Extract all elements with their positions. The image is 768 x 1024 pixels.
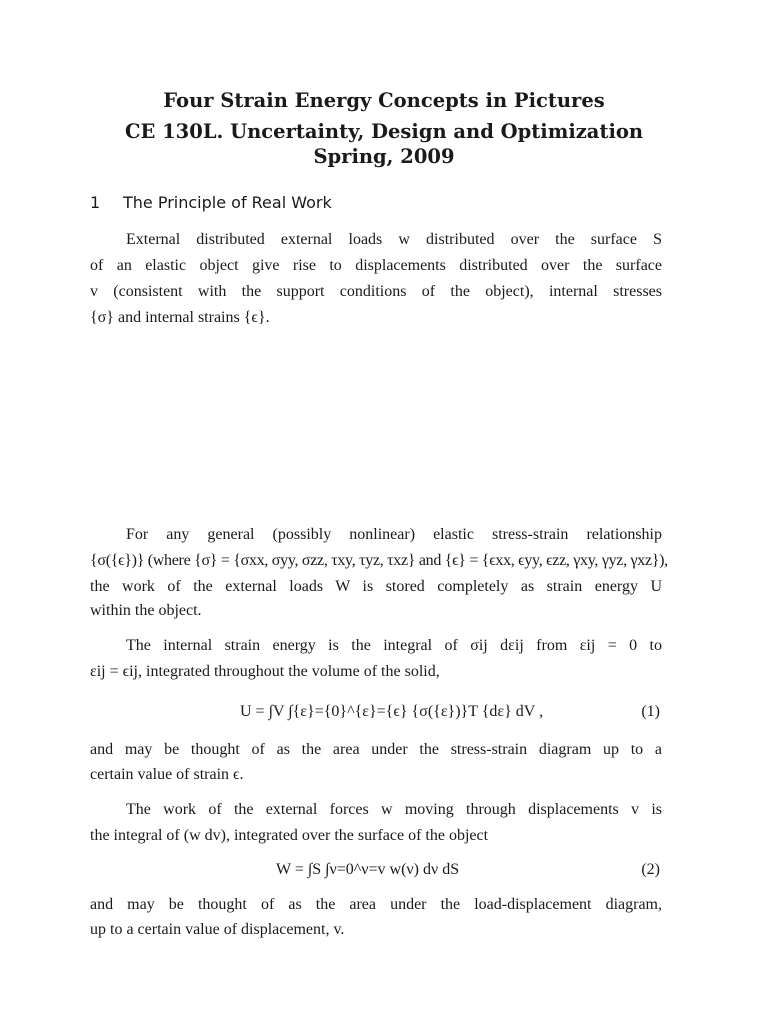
p4-line-2: certain value of strain ϵ. (90, 766, 244, 783)
p2-line-4: within the object. (90, 602, 202, 619)
equation-2-number: (2) (641, 861, 660, 878)
equation-1-number: (1) (641, 703, 660, 720)
p6-line-1: and may be thought of as the area under the load-displacement diagram, (90, 896, 662, 913)
equation-1: U = ∫V ∫{ε}={0}^{ε}={ϵ} {σ({ε})}T {dε} dV , (240, 703, 544, 720)
section-title: The Principle of Real Work (123, 193, 332, 212)
p5-line-1: The work of the external forces w moving through displacements v is (126, 801, 662, 818)
equation-2: W = ∫S ∫ν=0^ν=v w(ν) dν dS (276, 861, 460, 878)
title-line-2: CE 130L. Uncertainty, Design and Optimization (124, 120, 644, 143)
p3-line-1: The internal strain energy is the integral of σij dεij from εij = 0 to (126, 637, 662, 654)
p1-line-4: {σ} and internal strains {ϵ}. (90, 309, 270, 326)
section-heading (90, 190, 332, 216)
p3-line-2: εij = ϵij, integrated throughout the volume of the solid, (90, 663, 440, 680)
p4-line-1: and may be thought of as the area under the stress-strain diagram up to a (90, 741, 662, 758)
p1-line-3: v (consistent with the support conditions of the object), internal stresses (90, 283, 662, 300)
p2-line-3: the work of the external loads W is stored completely as strain energy U (90, 578, 662, 595)
p5-line-2: the integral of (w dv), integrated over the surface of the object (90, 827, 489, 844)
title-line-1: Four Strain Energy Concepts in Pictures (163, 89, 605, 112)
p1-line-1: External distributed external loads w distributed over the surface S (126, 231, 662, 248)
p1-line-2: of an elastic object give rise to displacements distributed over the surface (90, 257, 662, 274)
p6-line-2: up to a certain value of displacement, v. (90, 921, 345, 938)
title-line-3: Spring, 2009 (313, 145, 455, 168)
p2-line-1: For any general (possibly nonlinear) elastic stress-strain relationship (126, 526, 662, 543)
section-number: 1 (90, 193, 101, 212)
p2-line-2: {σ({ϵ})} (where {σ} = {σxx, σyy, σzz, τxy, τyz, τxz} and {ϵ} = {ϵxx, ϵyy, ϵzz, γxy, γyz, γxz}), (90, 552, 668, 569)
